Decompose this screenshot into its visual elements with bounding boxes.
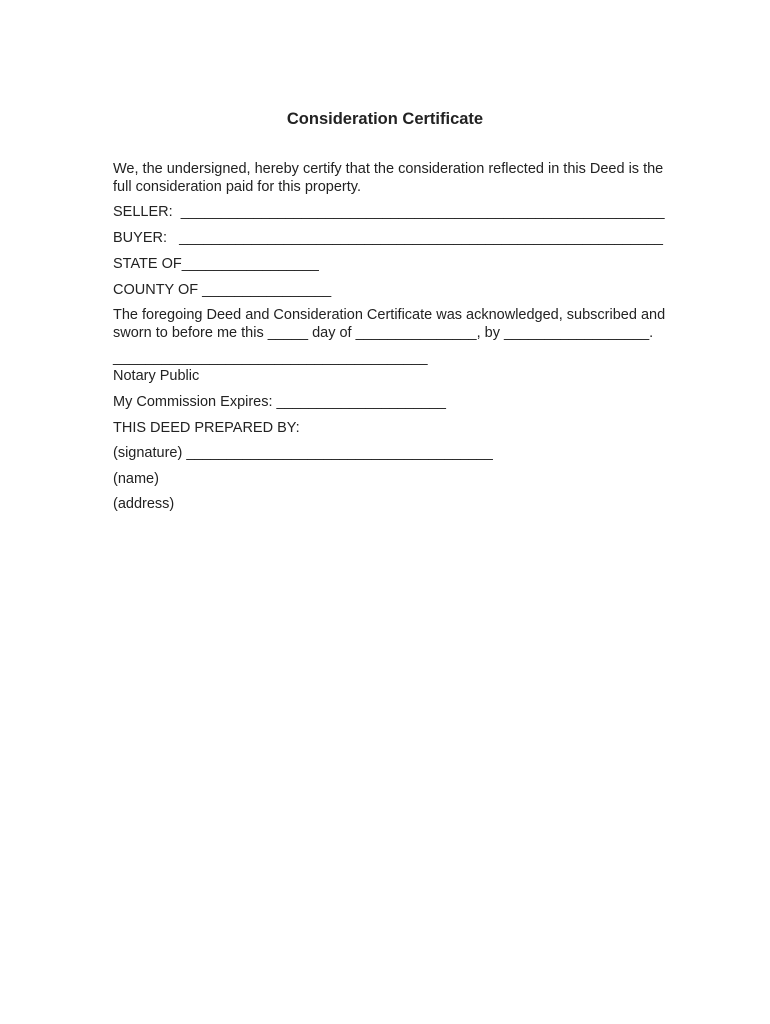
acknowledgment-text-line-1: The foregoing Deed and Consideration Certificate was acknowledged, subscribed and [113, 307, 666, 323]
seller-field: SELLER: ____________________________________________________________ [113, 204, 665, 220]
county-field: COUNTY OF ________________ [113, 282, 332, 298]
commission-expires-field: My Commission Expires: _____________________ [113, 394, 446, 410]
preparer-name-label: (name) [113, 471, 159, 487]
prepared-by-heading: THIS DEED PREPARED BY: [113, 420, 300, 436]
preparer-address-label: (address) [113, 496, 175, 512]
buyer-field: BUYER: ____________________________________________________________ [113, 230, 663, 246]
state-field: STATE OF_________________ [113, 256, 319, 272]
notary-public-label: Notary Public [113, 368, 200, 384]
acknowledgment-text-line-2: sworn to before me this _____ day of _______________, by __________________. [113, 325, 654, 341]
certification-text-line-1: We, the undersigned, hereby certify that the consideration reflected in this Deed is the [113, 161, 664, 177]
notary-signature-line: _______________________________________ [113, 350, 428, 366]
certification-text-line-2: full consideration paid for this property. [113, 179, 361, 195]
document-title: Consideration Certificate [286, 110, 484, 128]
preparer-signature-field: (signature) ______________________________________ [113, 445, 493, 461]
